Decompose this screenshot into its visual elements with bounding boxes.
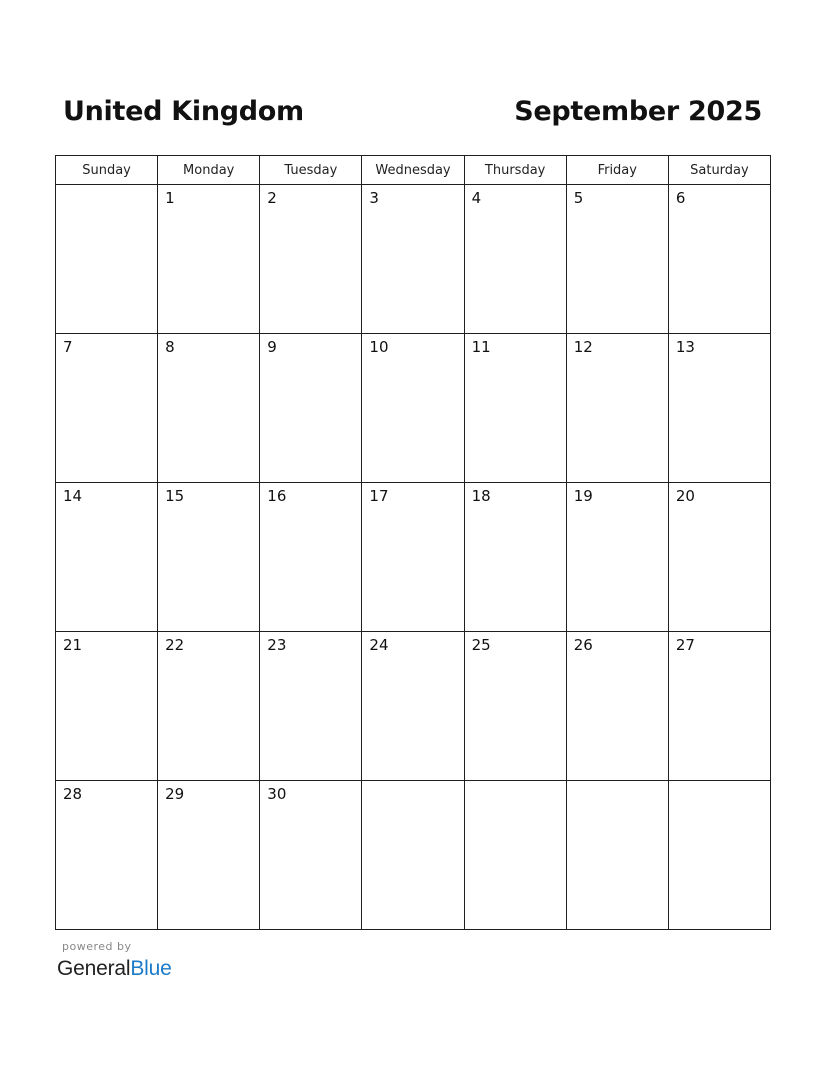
day-number: 12: [573, 338, 593, 356]
day-number: 7: [63, 338, 73, 356]
day-number: 30: [267, 785, 287, 803]
day-number: 29: [165, 785, 185, 803]
day-cell: [464, 483, 566, 632]
day-number: [465, 781, 566, 785]
week-row: [56, 483, 771, 632]
day-cell: [158, 185, 260, 334]
day-number: 4: [471, 189, 482, 207]
day-cell: [566, 334, 668, 483]
day-number: 15: [165, 487, 185, 505]
day-number: 16: [267, 487, 287, 505]
day-cell: [158, 334, 260, 483]
day-number: 18: [471, 487, 491, 505]
weekday-header: Friday: [566, 156, 668, 185]
day-number: 23: [267, 636, 287, 654]
day-cell: [362, 185, 464, 334]
weekday-header: Thursday: [464, 156, 566, 185]
day-cell: [566, 483, 668, 632]
day-number: 26: [573, 636, 593, 654]
day-number: 21: [63, 636, 83, 654]
day-cell: [464, 632, 566, 781]
weekday-header: Sunday: [56, 156, 158, 185]
day-number: 3: [369, 189, 379, 207]
day-number: 22: [165, 636, 185, 654]
day-cell: [260, 483, 362, 632]
day-number: 10: [369, 338, 389, 356]
day-cell: [464, 781, 566, 930]
day-number: 25: [471, 636, 491, 654]
day-cell: [668, 483, 770, 632]
day-cell: [56, 185, 158, 334]
week-row: [56, 632, 771, 781]
day-number: 28: [63, 785, 83, 803]
day-cell: [260, 632, 362, 781]
calendar-grid: [55, 155, 771, 930]
day-cell: [260, 185, 362, 334]
day-cell: [668, 781, 770, 930]
day-number: 17: [369, 487, 389, 505]
day-cell: [464, 334, 566, 483]
weekday-header: Wednesday: [362, 156, 464, 185]
brand-logo: [57, 957, 172, 981]
day-cell: [56, 781, 158, 930]
day-number: 24: [369, 636, 389, 654]
brand-logo-general: General: [57, 957, 131, 980]
day-number: 5: [573, 189, 584, 207]
day-cell: [158, 483, 260, 632]
day-number: 1: [165, 189, 175, 207]
country-title: United Kingdom: [63, 96, 304, 127]
weekday-header-row: [56, 156, 771, 185]
day-cell: [56, 334, 158, 483]
day-number: 9: [267, 338, 277, 356]
day-number: [669, 781, 770, 785]
powered-by-label: powered by: [62, 940, 132, 953]
day-number: 19: [573, 487, 593, 505]
day-number: 8: [165, 338, 175, 356]
day-cell: [56, 632, 158, 781]
day-number: [56, 185, 157, 189]
week-row: [56, 185, 771, 334]
day-cell: [566, 781, 668, 930]
day-cell: [566, 185, 668, 334]
week-row: [56, 781, 771, 930]
day-number: 6: [675, 189, 686, 207]
weekday-header: Tuesday: [260, 156, 362, 185]
day-number: [567, 781, 668, 785]
day-cell: [668, 632, 770, 781]
week-row: [56, 334, 771, 483]
day-cell: [362, 334, 464, 483]
day-number: 13: [675, 338, 695, 356]
day-number: 11: [471, 338, 491, 356]
day-number: 20: [675, 487, 695, 505]
day-number: [362, 781, 463, 785]
day-cell: [464, 185, 566, 334]
day-cell: [158, 781, 260, 930]
day-number: 27: [675, 636, 695, 654]
brand-logo-blue: Blue: [130, 957, 172, 980]
day-cell: [362, 632, 464, 781]
day-cell: [362, 483, 464, 632]
weekday-header: Saturday: [668, 156, 770, 185]
day-number: 14: [63, 487, 83, 505]
day-cell: [260, 781, 362, 930]
day-cell: [260, 334, 362, 483]
day-cell: [668, 185, 770, 334]
weekday-header: Monday: [158, 156, 260, 185]
day-cell: [566, 632, 668, 781]
day-cell: [362, 781, 464, 930]
day-cell: [56, 483, 158, 632]
day-number: 2: [267, 189, 277, 207]
day-cell: [158, 632, 260, 781]
day-cell: [668, 334, 770, 483]
month-year-title: September 2025: [514, 96, 762, 127]
